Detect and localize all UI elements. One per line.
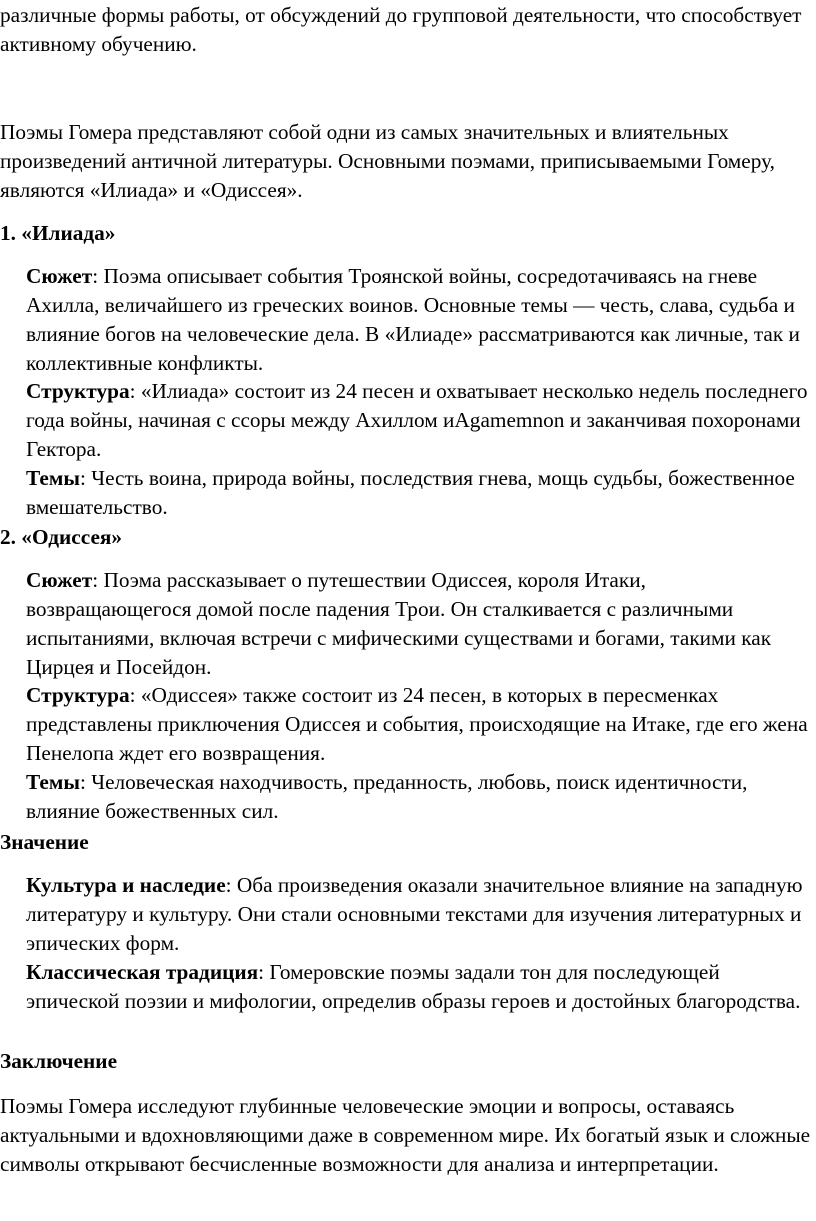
culture-legacy-item [26,871,816,958]
item-text: : «Илиада» состоит из 24 песен и охватывает несколько недель последнего года войны, начиная с ссоры между Ахиллом иAgamemnon и заканчивая похоронами Гектора. [26,379,808,461]
odyssey-themes-item [26,768,816,826]
item-label: Классическая традиция [26,960,259,984]
item-text: : Гомеровские поэмы задали тон для последующей эпической поэзии и мифологии, определив образы героев и достойных благородства. [26,960,801,1013]
iliad-structure-item [26,377,816,464]
iliad-plot-item [26,262,816,378]
item-label: Темы [26,466,80,490]
odyssey-heading: 2. «Одиссея» [0,525,123,549]
item-text: : «Одиссея» также состоит из 24 песен, в которых в пересменках представлены приключения Одиссея и события, происходящие на Итаке, где его жена Пенелопа ждет его возвращения. [26,683,808,765]
iliad-themes-item [26,464,816,522]
item-label: Культура и наследие [26,873,226,897]
conclusion-paragraph: Поэмы Гомера исследуют глубинные человеческие эмоции и вопросы, оставаясь актуальными и вдохновляющими даже в современном мире. Их богатый язык и сложные символы открывают бесчисленные возможности для анализа и интерпретации. [0,1094,811,1176]
item-text: : Честь воина, природа войны, последствия гнева, мощь судьбы, божественное вмешательство. [26,466,795,519]
significance-heading: Значение [0,830,89,854]
item-label: Структура [26,683,130,707]
item-label: Структура [26,379,130,403]
item-text: : Человеческая находчивость, преданность, любовь, поиск идентичности, влияние божественных сил. [26,770,748,823]
conclusion-heading: Заключение [0,1049,118,1073]
intro-tail-paragraph: различные формы работы, от обсуждений до групповой деятельности, что способствует активному обучению. [0,3,802,56]
item-label: Темы [26,770,80,794]
odyssey-plot-item [26,566,816,682]
item-label: Сюжет [26,568,93,592]
odyssey-structure-item [26,681,816,768]
item-text: : Оба произведения оказали значительное влияние на западную литературу и культуру. Они стали основными текстами для изучения литературных и эпических форм. [26,873,803,955]
intro-paragraph: Поэмы Гомера представляют собой одни из самых значительных и влиятельных произведений античной литературы. Основными поэмами, приписываемыми Гомеру, являются «Илиада» и «Одиссея». [0,120,775,202]
classical-tradition-item [26,958,816,1016]
iliad-heading: 1. «Илиада» [0,221,116,245]
item-label: Сюжет [26,264,93,288]
item-text: : Поэма описывает события Троянской войны, сосредотачиваясь на гневе Ахилла, величайшего из греческих воинов. Основные темы — честь, слава, судьба и влияние богов на человеческие дела. В «Илиаде» рассматриваются как личные, так и коллективные конфликты. [26,264,800,375]
item-text: : Поэма рассказывает о путешествии Одиссея, короля Итаки, возвращающегося домой после падения Трои. Он сталкивается с различными испытаниями, включая встречи с мифическими существами и богами, такими как Цирцея и Посейдон. [26,568,772,679]
